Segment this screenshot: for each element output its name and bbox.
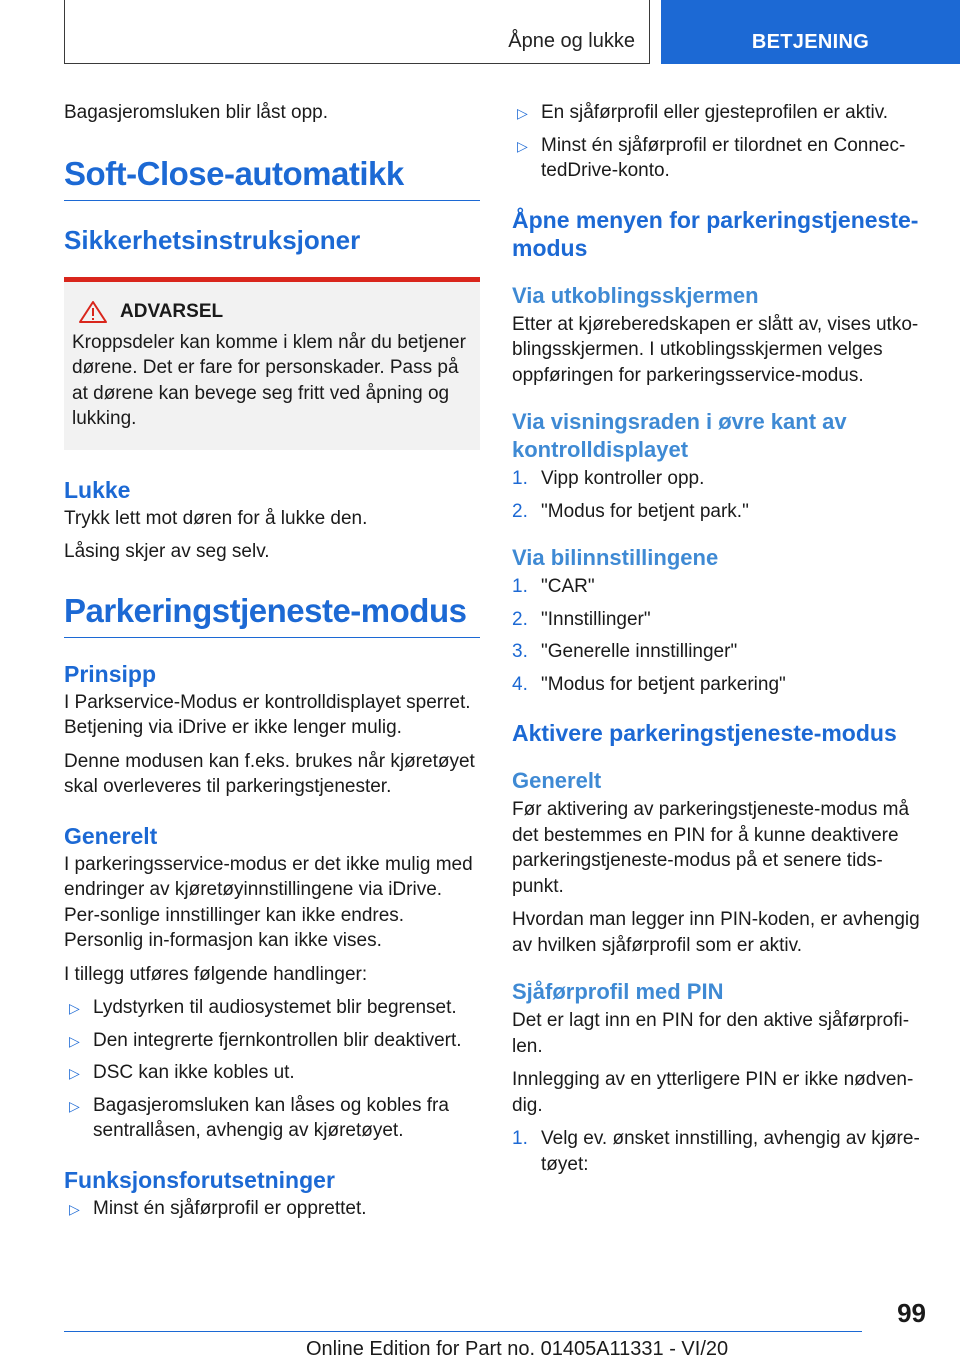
- heading-principle: Prinsipp: [64, 660, 157, 687]
- heading-profile-pin: Sjåførprofil med PIN: [512, 979, 724, 1004]
- header-chapter-box: [661, 0, 960, 64]
- pin-steps: [512, 1126, 920, 1177]
- list-item: 1. "CAR": [512, 576, 595, 597]
- list-item: ▷ Lydstyrken til audiosystemet blir begrenset.: [64, 995, 480, 1021]
- page-number: 99: [897, 1298, 926, 1328]
- principle-text-2: Denne modusen kan f.eks. brukes når kjøretøyet skal overleveres til parkeringstjenester.: [64, 750, 475, 797]
- statusbar-steps: [512, 466, 920, 524]
- warning-title: ADVARSEL: [120, 300, 224, 322]
- triangle-bullet-icon: ▷: [69, 1065, 80, 1081]
- heading-close: Lukke: [64, 476, 131, 503]
- general-text-2: I tillegg utføres følgende handlinger:: [64, 963, 368, 985]
- general-right-text-1: Før aktivering av parkeringstjeneste-modus må det bestemmes en PIN for å kunne deaktivere parkeringstjeneste-modus på et senere tids-punkt.: [512, 799, 910, 897]
- settings-steps: [512, 574, 920, 697]
- list-item: ▷ DSC kan ikke kobles ut.: [64, 1060, 480, 1086]
- list-item: 2. "Modus for betjent park.": [512, 500, 749, 522]
- list-item: 1. Velg ev. ønsket innstilling, avhengig av kjøre-tøyet:: [512, 1128, 920, 1175]
- triangle-bullet-icon: ▷: [517, 105, 528, 121]
- list-item: ▷ Den integrerte fjernkontrollen blir deaktivert.: [64, 1028, 480, 1054]
- requirements-list-right: [512, 100, 920, 184]
- list-item: ▷ Bagasjeromsluken kan låses og kobles fra sentrallåsen, avhengig av kjøretøyet.: [69, 1094, 449, 1141]
- right-column: [512, 100, 920, 1184]
- list-item: 4. "Modus for betjent parkering": [512, 673, 786, 695]
- general-text-1: I parkeringsservice-modus er det ikke mulig med endringer av kjøretøyinnstillingene via iDrive. Per-sonlige innstillinger kan ikke endres. Personlig in-formasjon kan ikke vises.: [64, 853, 473, 951]
- warning-text: Kroppsdeler kan komme i klem når du betjener dørene. Det er fare for personskader. Pass på at dørene kan bevege seg fritt ved åpning og lukking.: [72, 331, 466, 429]
- heading-valet-mode: Parkeringstjeneste-modus: [64, 591, 480, 638]
- section-title: Åpne og lukke: [508, 30, 635, 52]
- heading-safety: Sikkerhetsinstruksjoner: [64, 224, 361, 255]
- triangle-bullet-icon: ▷: [69, 1200, 80, 1217]
- left-column: [64, 100, 480, 1228]
- chapter-title: BETJENING: [751, 31, 870, 53]
- requirements-list-left: [64, 1196, 480, 1222]
- pin-text-1: Det er lagt inn en PIN for den aktive sjåførprofi-len.: [512, 1010, 910, 1057]
- footer-edition: Online Edition for Part no. 01405A11331 - VI/20: [306, 1338, 729, 1360]
- principle-text-1: I Parkservice-Modus er kontrolldisplayet sperret. Betjening via iDrive er ikke lenger mulig.: [64, 691, 471, 738]
- heading-general: Generelt: [64, 822, 158, 849]
- heading-general-right: Generelt: [512, 768, 602, 793]
- warning-box: [64, 277, 480, 450]
- heading-via-statusbar: Via visningsraden i øvre kant av kontrolldisplayet: [512, 409, 847, 462]
- list-item: ▷ Minst én sjåførprofil er tilordnet en Connec-tedDrive-konto.: [517, 134, 906, 181]
- heading-open-menu: Åpne menyen for parkeringstjeneste-modus: [512, 206, 919, 261]
- shutdown-text: Etter at kjøreberedskapen er slått av, vises utko-blingsskjermen. I utkoblingsskjermen velges oppføringen for parkeringsservice-modus.: [512, 313, 919, 386]
- list-item: 2. "Innstillinger": [512, 608, 651, 630]
- header-section-box: [64, 0, 650, 64]
- triangle-bullet-icon: ▷: [517, 137, 528, 154]
- pin-text-2: Innlegging av en ytterligere PIN er ikke nødven-dig.: [512, 1069, 914, 1116]
- heading-requirements: Funksjonsforutsetninger: [64, 1166, 335, 1193]
- list-item: ▷ En sjåførprofil eller gjesteprofilen er aktiv.: [512, 100, 920, 126]
- triangle-bullet-icon: ▷: [69, 1097, 80, 1114]
- intro-text: Bagasjeromsluken blir låst opp.: [64, 102, 329, 123]
- triangle-bullet-icon: ▷: [69, 1000, 80, 1016]
- list-item: 1. Vipp kontroller opp.: [512, 468, 705, 489]
- close-text-1: Trykk lett mot døren for å lukke den.: [64, 507, 368, 529]
- warning-triangle-icon: [78, 300, 108, 324]
- triangle-bullet-icon: ▷: [69, 1032, 80, 1049]
- list-item: 3. "Generelle innstillinger": [512, 641, 738, 662]
- heading-activate: Aktivere parkeringstjeneste-modus: [512, 720, 897, 746]
- general-right-text-2: Hvordan man legger inn PIN-koden, er avhengig av hvilken sjåførprofil som er aktiv.: [512, 909, 920, 956]
- list-item: ▷ Minst én sjåførprofil er opprettet.: [64, 1196, 480, 1222]
- general-actions-list: [64, 995, 480, 1144]
- close-text-2: Låsing skjer av seg selv.: [64, 541, 270, 562]
- heading-via-settings: Via bilinnstillingene: [512, 545, 719, 570]
- footer-divider: [64, 1331, 862, 1332]
- heading-via-shutdown: Via utkoblingsskjermen: [512, 282, 759, 308]
- heading-soft-close: Soft-Close-automatikk: [64, 154, 480, 201]
